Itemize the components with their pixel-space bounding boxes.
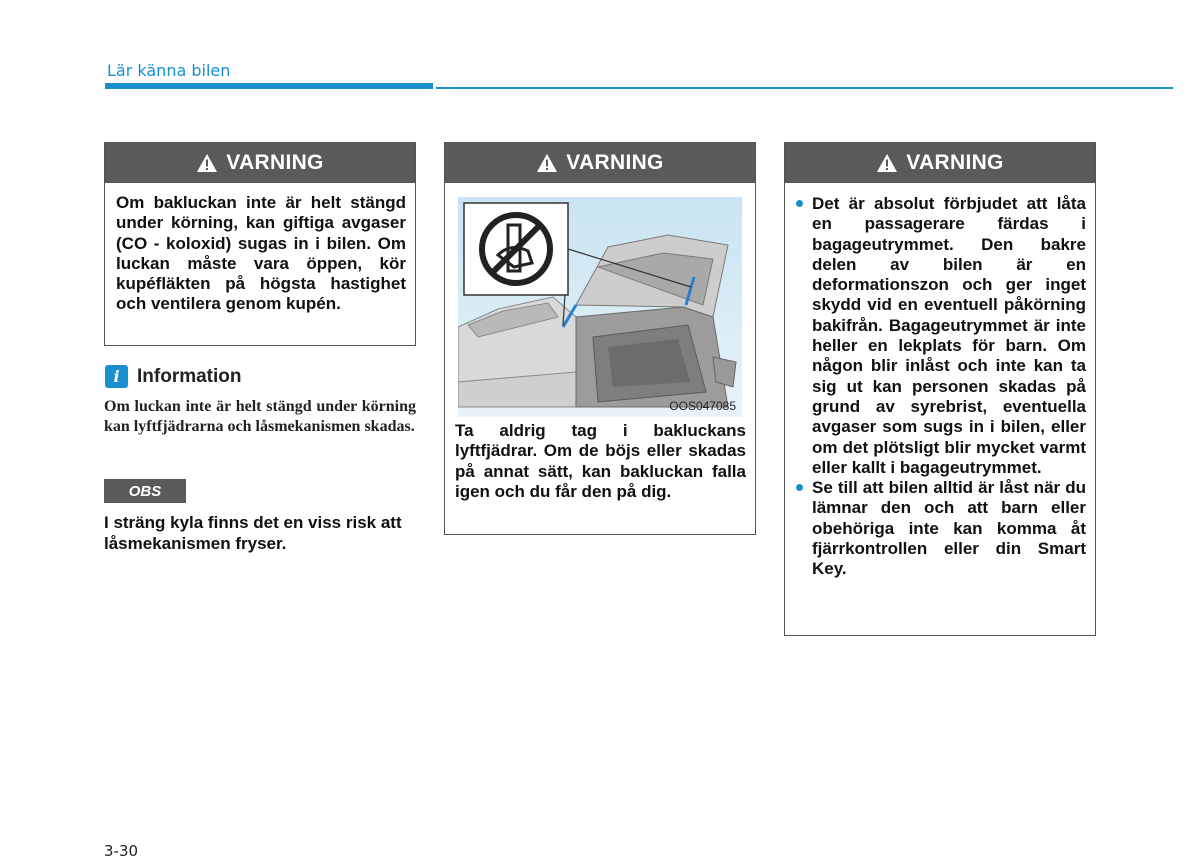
warning-text: Om bakluckan inte är helt stängd under körning, kan giftiga avgaser (CO - koloxid) sugas in i bilen. Om luckan måste vara öppen, kör kupéfläkten på högsta hastighet och ventilera genom kupén. bbox=[116, 193, 406, 314]
warning-box-lift-springs bbox=[444, 142, 756, 535]
information-title: Information bbox=[137, 365, 242, 387]
page-number: 3-30 bbox=[104, 842, 139, 860]
warning-box-cargo-area bbox=[784, 142, 1096, 636]
warning-header bbox=[445, 143, 755, 183]
header-rule-thin bbox=[436, 87, 1173, 89]
info-icon: i bbox=[105, 365, 128, 388]
warning-triangle-icon bbox=[196, 153, 218, 173]
warning-header bbox=[105, 143, 415, 183]
obs-text: I sträng kyla finns det en viss risk att låsmekanismen fryser. bbox=[104, 513, 402, 553]
figure-code: OOS047085 bbox=[669, 399, 736, 413]
warning-text: Ta aldrig tag i bakluckans lyftfjädrar. Om de böjs eller skadas på annat sätt, kan bakluckan falla igen och du får den på dig. bbox=[455, 421, 746, 501]
list-item bbox=[795, 478, 1086, 579]
warning-header bbox=[785, 143, 1095, 183]
information-text: Om luckan inte är helt stängd under körning kan lyftfjädrarna och låsmekanismen skadas. bbox=[104, 398, 416, 435]
list-item bbox=[795, 194, 1086, 478]
section-title: Lär känna bilen bbox=[107, 61, 231, 80]
information-heading bbox=[105, 365, 242, 388]
warning-triangle-icon bbox=[536, 153, 558, 173]
warning-triangle-icon bbox=[876, 153, 898, 173]
warning-title: VARNING bbox=[906, 151, 1004, 174]
warning-title: VARNING bbox=[226, 151, 324, 174]
warning-bullet-list bbox=[785, 183, 1095, 580]
list-item-text: Se till att bilen alltid är låst när du lämnar den och att barn eller obehöriga inte kan komma åt fjärrkontrollen eller din Smart Key. bbox=[812, 478, 1086, 579]
warning-box-exhaust bbox=[104, 142, 416, 346]
bullet-icon bbox=[796, 484, 803, 491]
tailgate-illustration bbox=[458, 197, 742, 417]
bullet-icon bbox=[796, 200, 803, 207]
warning-title: VARNING bbox=[566, 151, 664, 174]
list-item-text: Det är absolut förbjudet att låta en passagerare färdas i bagageutrymmet. Den bakre delen av bilen är en deformationszon och ger inget skydd vid en eventuell påkörning bakifrån. Bagageutrymmet är inte heller en lekplats för barn. Om någon blir inlåst och inte kan ta sig ut kan personen skadas på grund av syrebrist, eventuella avgaser som sugs in i bilen, eller om det plötsligt blir mycket varmt eller kallt i bagageutrymmet. bbox=[812, 194, 1086, 477]
obs-badge: OBS bbox=[104, 479, 186, 503]
header-rule-thick bbox=[105, 83, 433, 89]
